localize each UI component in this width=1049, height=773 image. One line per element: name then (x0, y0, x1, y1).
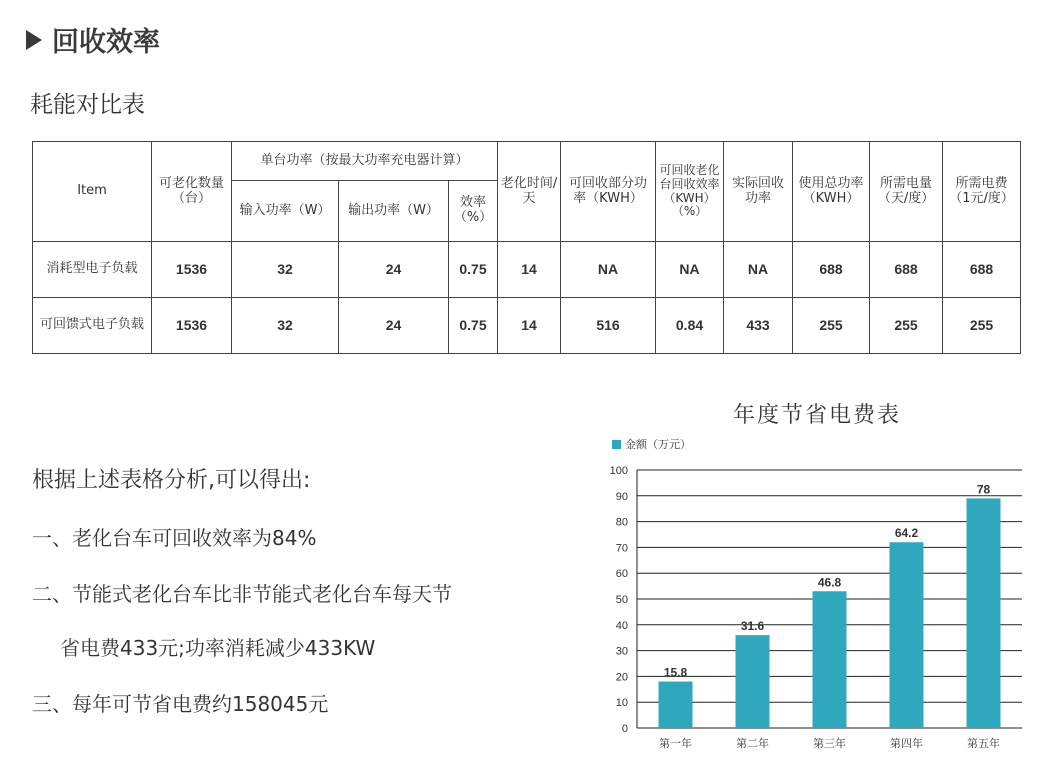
section-header (26, 20, 160, 59)
chart-legend (612, 436, 691, 452)
cell-input: 32 (232, 298, 339, 354)
header-aging-time: 老化时间/天 (498, 142, 561, 242)
y-tick-label: 40 (615, 619, 628, 632)
header-count: 可老化数量（台） (152, 142, 232, 242)
conclusion-item-2-cont: 省电费433元;功率消耗减少433KW (60, 636, 376, 660)
x-tick-label: 第三年 (813, 737, 846, 750)
cell-time: 14 (498, 298, 561, 354)
table-row (33, 298, 1021, 354)
cell-total: 255 (793, 298, 870, 354)
data-label: 31.6 (740, 619, 765, 634)
bar-chart (600, 455, 1040, 755)
y-tick-label: 60 (615, 568, 628, 581)
comparison-table (32, 141, 1021, 354)
cell-actual: 433 (724, 298, 793, 354)
conclusion-title: 根据上述表格分析,可以得出: (32, 468, 311, 493)
header-actual: 实际回收功率 (724, 142, 793, 242)
header-recover-eff: 可回收老化台回收效率（KWH）（%） (656, 142, 724, 242)
triangle-bullet-icon (26, 30, 42, 50)
bar (967, 498, 1001, 728)
x-tick-label: 第二年 (736, 737, 769, 750)
y-tick-label: 0 (621, 723, 628, 735)
cell-count: 1536 (152, 298, 232, 354)
cell-cost: 255 (943, 298, 1021, 354)
x-tick-label: 第四年 (890, 737, 923, 750)
data-label: 46.8 (817, 575, 842, 590)
bar (659, 682, 693, 728)
x-tick-label: 第一年 (659, 737, 692, 750)
header-input: 输入功率（W） (232, 181, 339, 242)
y-tick-label: 80 (615, 516, 628, 529)
bar (890, 542, 924, 728)
legend-label: 金额（万元） (625, 438, 691, 451)
y-tick-label: 90 (615, 490, 628, 503)
cell-recover-eff: 0.84 (656, 298, 724, 354)
header-power-group: 单台功率（按最大功率充电器计算） (232, 142, 498, 181)
table-subtitle: 耗能对比表 (30, 92, 145, 118)
cell-output: 24 (339, 298, 449, 354)
cell-energy: 255 (870, 298, 943, 354)
conclusion-item-1: 一、老化台车可回收效率为84% (32, 526, 317, 550)
section-title: 回收效率 (52, 27, 160, 58)
header-recoverable: 可回收部分功率（KWH） (561, 142, 656, 242)
cell-recoverable: 516 (561, 298, 656, 354)
legend-swatch (612, 440, 621, 449)
data-label: 15.8 (663, 665, 688, 680)
header-eff: 效率（%） (449, 181, 498, 242)
cell-eff: 0.75 (449, 298, 498, 354)
y-tick-label: 20 (615, 671, 628, 684)
y-tick-label: 50 (615, 594, 628, 606)
cell-total: 688 (793, 242, 870, 298)
bar (813, 591, 847, 728)
table-row (33, 242, 1021, 298)
cell-energy: 688 (870, 242, 943, 298)
cell-actual: NA (724, 242, 793, 298)
cell-recover-eff: NA (656, 242, 724, 298)
cell-time: 14 (498, 242, 561, 298)
header-total-power: 使用总功率（KWH） (793, 142, 870, 242)
y-tick-label: 10 (615, 697, 628, 710)
conclusion-item-3: 三、每年可节省电费约158045元 (32, 692, 329, 716)
conclusion-item-2: 二、节能式老化台车比非节能式老化台车每天节 (32, 582, 452, 606)
cell-recoverable: NA (561, 242, 656, 298)
data-label: 64.2 (894, 526, 919, 541)
y-tick-label: 30 (615, 645, 628, 658)
bar (736, 635, 770, 728)
cell-count: 1536 (152, 242, 232, 298)
cell-input: 32 (232, 242, 339, 298)
header-energy: 所需电量（天/度） (870, 142, 943, 242)
chart-title: 年度节省电费表 (733, 403, 902, 428)
cell-cost: 688 (943, 242, 1021, 298)
header-output: 输出功率（W） (339, 181, 449, 242)
header-cost: 所需电费（1元/度） (943, 142, 1021, 242)
row-label: 消耗型电子负载 (33, 242, 152, 298)
header-item: Item (33, 142, 152, 242)
row-label: 可回馈式电子负载 (33, 298, 152, 354)
y-tick-label: 100 (609, 465, 628, 477)
data-label: 78 (976, 482, 991, 497)
x-tick-label: 第五年 (967, 737, 1000, 750)
cell-output: 24 (339, 242, 449, 298)
cell-eff: 0.75 (449, 242, 498, 298)
y-tick-label: 70 (615, 542, 628, 555)
